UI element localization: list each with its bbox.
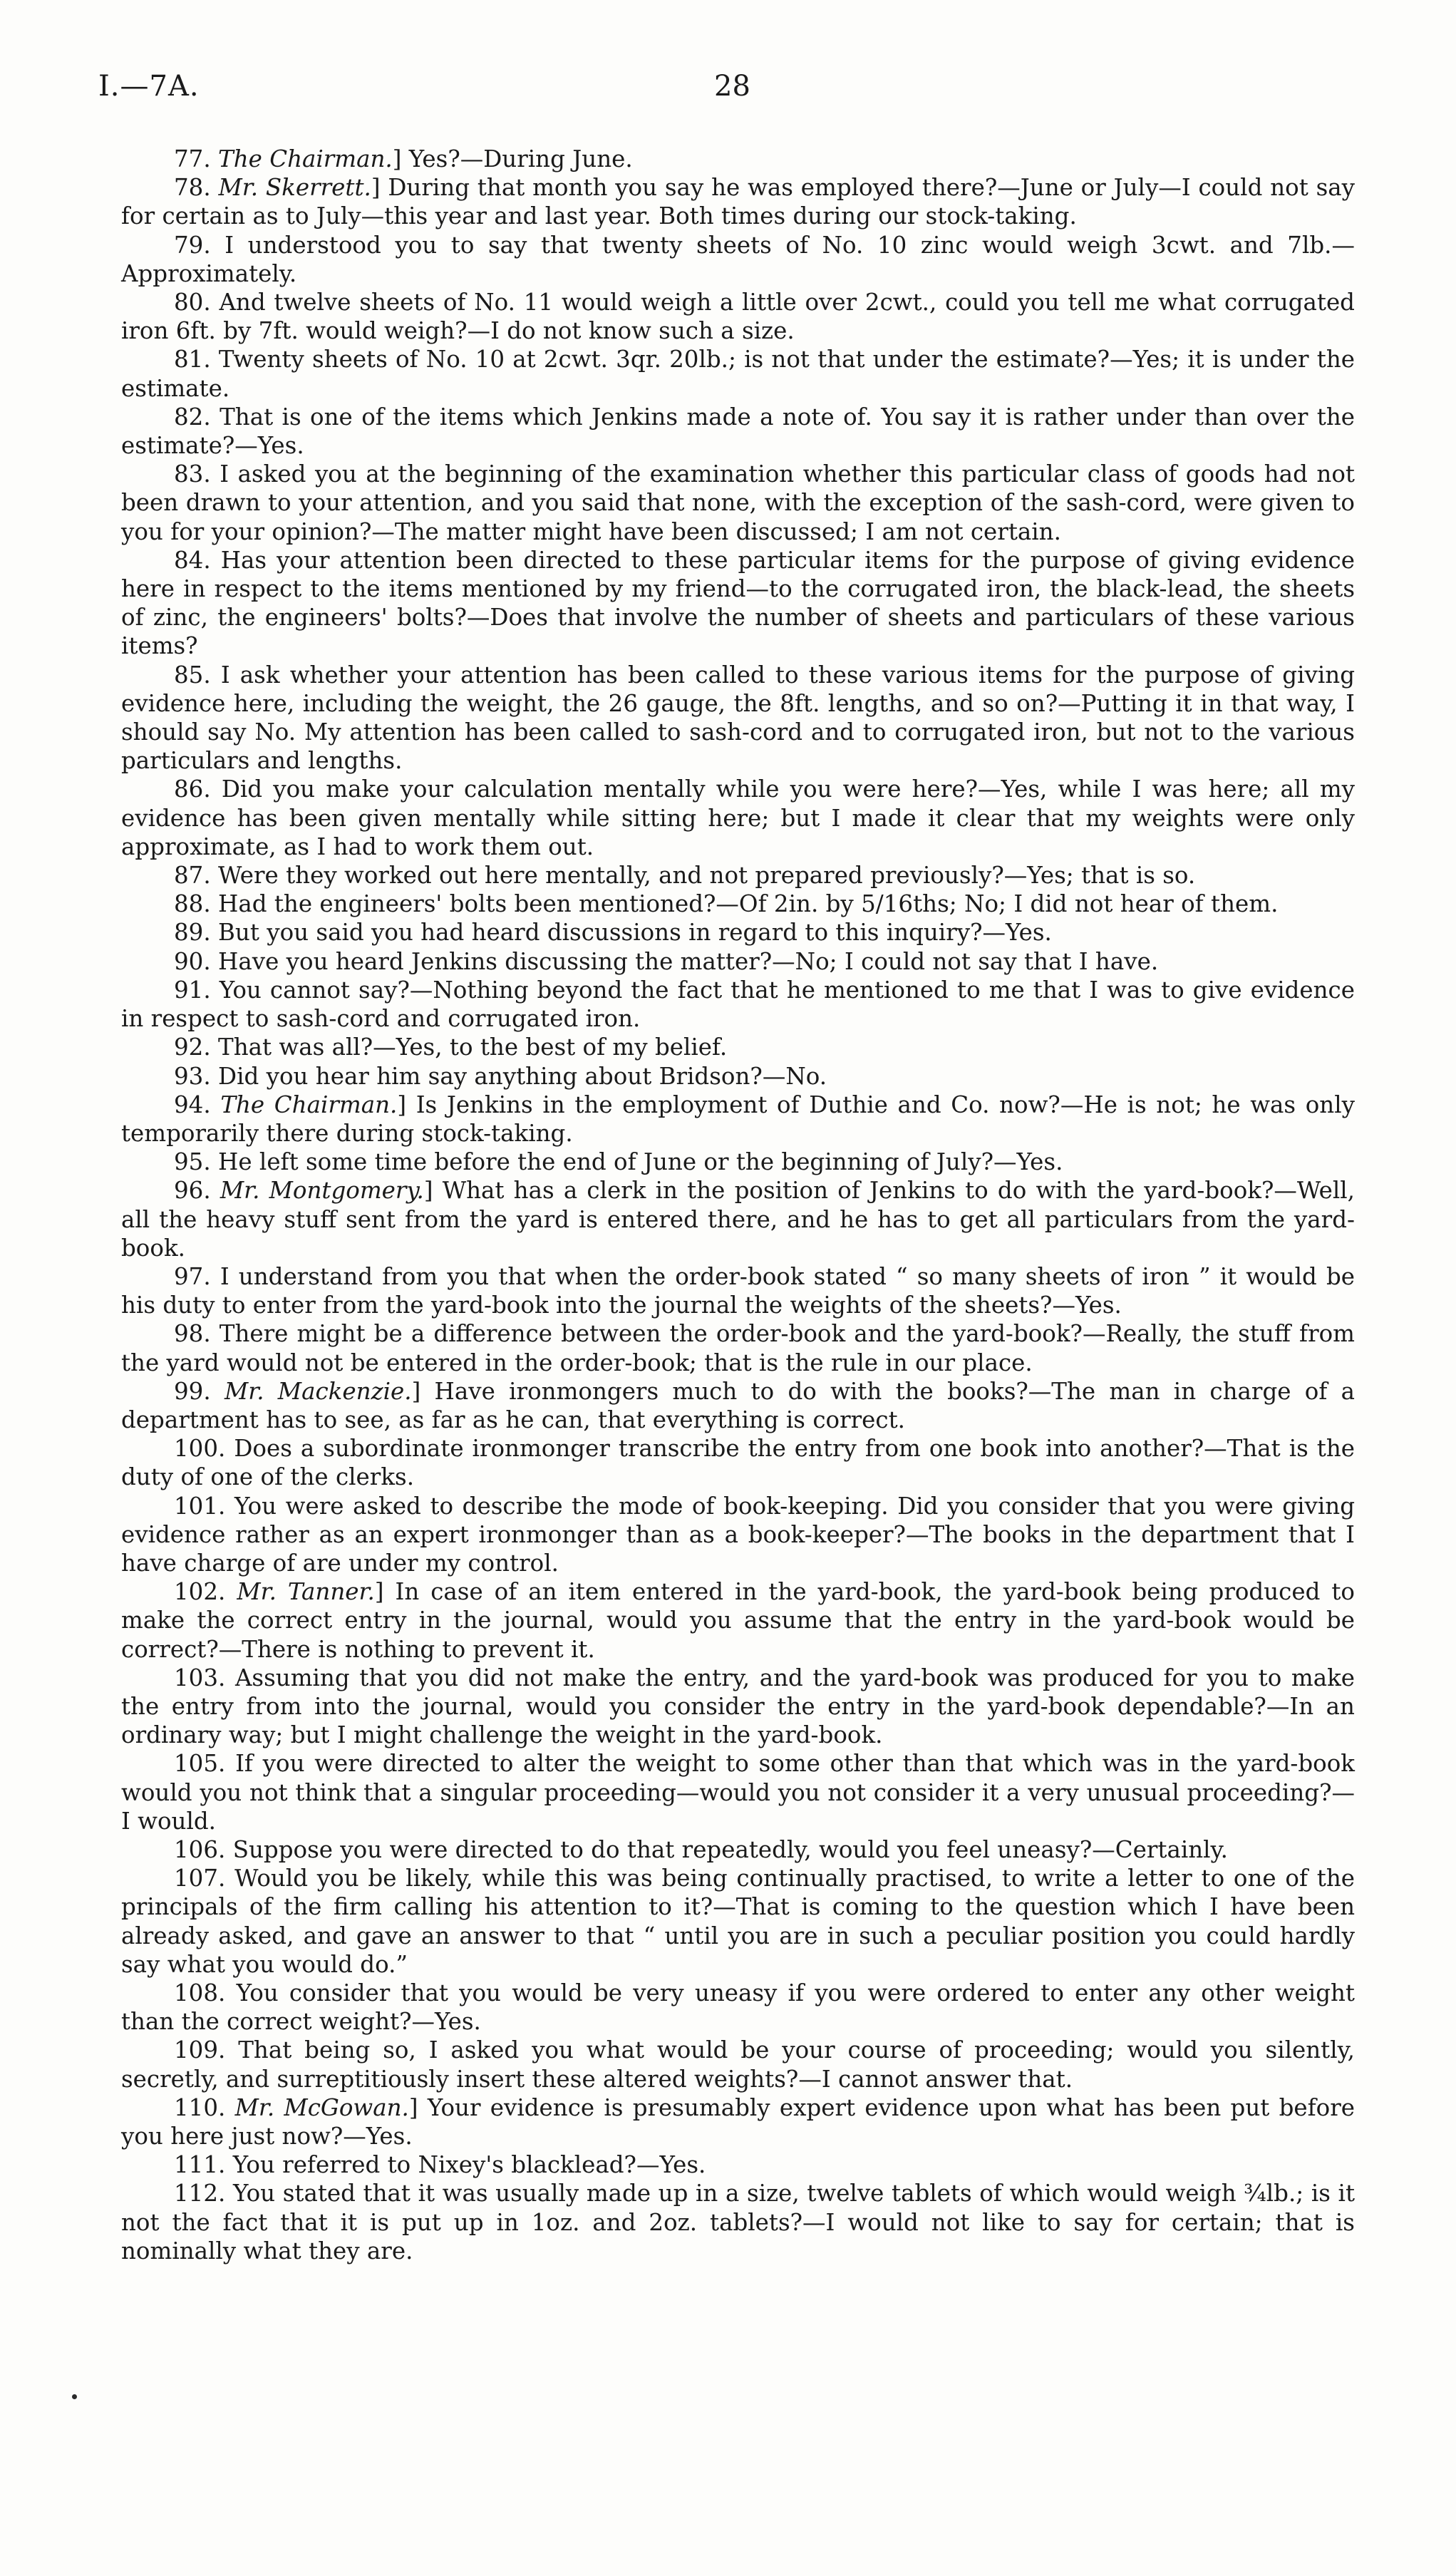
testimony-paragraph — [121, 918, 1355, 947]
testimony-paragraph — [121, 1492, 1355, 1578]
question-number: 102. — [174, 1578, 237, 1606]
testimony-paragraph — [121, 1062, 1355, 1091]
testimony-paragraph — [121, 231, 1355, 288]
paragraph-text: 103. Assuming that you did not make the entry, and the yard-book was produced for you to make the entry from into the journal, would you consider the entry in the yard-book dependable?—In an ordinary way; but I might challenge the weight in the yard-book. — [121, 1664, 1355, 1749]
question-number: 99. — [174, 1377, 224, 1405]
paragraph-text: 86. Did you make your calculation mentally while you were here?—Yes, while I was here; all my evidence has been given mentally while sitting here; but I made it clear that my weights were only approximate, as I had to work them out. — [121, 776, 1355, 860]
stray-ink-dot — [72, 2394, 77, 2399]
paragraph-text: ] Have ironmongers much to do with the books?—The man in charge of a department has to see, as far as he can, that everything is correct. — [121, 1377, 1355, 1433]
paragraph-text: 85. I ask whether your attention has been called to these various items for the purpose of giving evidence here, including the weight, the 26 gauge, the 8ft. lengths, and so on?—Putting it in that way, I should say No. My attention has been called to sash-cord and to corrugated iron, but not to the various particulars and lengths. — [121, 661, 1355, 775]
testimony-paragraph — [121, 1319, 1355, 1376]
testimony-paragraph — [121, 145, 1355, 173]
question-number: 77. — [174, 145, 219, 172]
speaker-name: Mr. Skerrett. — [218, 174, 371, 202]
paragraph-text: 84. Has your attention been directed to these particular items for the purpose of giving evidence here in respect to the items mentioned by my friend—to the corrugated iron, the black-lead, the sheets of zinc, the engineers' bolts?—Does that involve the number of sheets and particulars of these various items? — [121, 546, 1355, 660]
paragraph-text: 91. You cannot say?—Nothing beyond the fact that he mentioned to me that I was to give evidence in respect to sash-cord and corrugated iron. — [121, 976, 1355, 1033]
paragraph-text: 109. That being so, I asked you what would be your course of proceeding; would you silently, secretly, and surreptitiously insert these altered weights?—I cannot answer that. — [121, 2036, 1355, 2093]
testimony-paragraph — [121, 1577, 1355, 1664]
testimony-paragraph — [121, 2150, 1355, 2179]
speaker-name: Mr. Mackenzie. — [224, 1377, 412, 1405]
paragraph-text: 101. You were asked to describe the mode of book-keeping. Did you consider that you were giving evidence rather as an expert ironmonger than as a book-keeper?—The books in the department that I have charge of are under my control. — [121, 1492, 1355, 1577]
question-number: 96. — [174, 1177, 220, 1205]
testimony-paragraph — [121, 1176, 1355, 1262]
paragraph-text: ] Yes?—During June. — [392, 145, 633, 172]
paragraph-text: ] Is Jenkins in the employment of Duthie and Co. now?—He is not; he was only temporarily there during stock-taking. — [121, 1091, 1355, 1147]
paragraph-text: 106. Suppose you were directed to do that repeatedly, would you feel uneasy?—Certainly. — [174, 1835, 1228, 1863]
paragraph-text: 100. Does a subordinate ironmonger transcribe the entry from one book into another?—That is the duty of one of the clerks. — [121, 1435, 1355, 1491]
speaker-name: The Chairman. — [218, 145, 393, 172]
paragraph-text: 98. There might be a difference between the order-book and the yard-book?—Really, the stuff from the yard would not be entered in the order-book; that is the rule in our place. — [121, 1320, 1355, 1376]
question-number: 94. — [174, 1091, 221, 1118]
testimony-paragraph — [121, 173, 1355, 230]
testimony-paragraph — [121, 1749, 1355, 1835]
question-number: 110. — [174, 2093, 235, 2121]
testimony-paragraph — [121, 1835, 1355, 1864]
paragraph-text: 105. If you were directed to alter the weight to some other than that which was in the yard-book would you not think that a singular proceeding—would you not consider it a very unusual proceeding?—I would. — [121, 1750, 1355, 1835]
testimony-paragraph — [121, 403, 1355, 460]
speaker-name: Mr. Tanner. — [237, 1578, 375, 1606]
testimony-paragraph — [121, 288, 1355, 345]
paragraph-text: 81. Twenty sheets of No. 10 at 2cwt. 3qr. 20lb.; is not that under the estimate?—Yes; it is under the estimate. — [121, 346, 1355, 402]
paragraph-text: 89. But you said you had heard discussions in regard to this inquiry?—Yes. — [174, 919, 1052, 947]
paragraph-text: 108. You consider that you would be very uneasy if you were ordered to enter any other weight than the correct weight?—Yes. — [121, 1979, 1355, 2036]
paragraph-text: ] Your evidence is presumably expert evidence upon what has been put before you here just now?—Yes. — [121, 2093, 1355, 2150]
testimony-paragraph — [121, 1033, 1355, 1061]
testimony-paragraph — [121, 976, 1355, 1033]
paragraph-text: 88. Had the engineers' bolts been mentioned?—Of 2in. by 5/16ths; No; I did not hear of them. — [174, 890, 1279, 918]
testimony-paragraph — [121, 775, 1355, 861]
question-number: 78. — [174, 174, 219, 202]
testimony-paragraph — [121, 861, 1355, 890]
paragraph-text: 112. You stated that it was usually made up in a size, twelve tablets of which would weigh ¾lb.; is it not the fact that it is put up in 1oz. and 2oz. tablets?—I would not like to say for certain; that is nominally what they are. — [121, 2180, 1355, 2265]
speaker-name: Mr. McGowan. — [234, 2093, 409, 2121]
paragraph-text: 90. Have you heard Jenkins discussing the matter?—No; I could not say that I have. — [174, 947, 1159, 975]
testimony-paragraph — [121, 890, 1355, 918]
testimony-paragraph — [121, 661, 1355, 776]
paragraph-text: 82. That is one of the items which Jenkins made a note of. You say it is rather under than over the estimate?—Yes. — [121, 403, 1355, 460]
paragraph-text: 111. You referred to Nixey's blacklead?—Yes. — [174, 2151, 706, 2179]
paragraph-text: ] What has a clerk in the position of Jenkins to do with the yard-book?—Well, all the heavy stuff sent from the yard is entered there, and he has to get all particulars from the yard-book. — [121, 1177, 1355, 1262]
paragraph-text: 107. Would you be likely, while this was being continually practised, to write a letter to one of the principals of the firm calling his attention to it?—That is coming to the question which I have been already asked, and gave an answer to that “ until you are in such a peculiar position you could hardly say what you would do.” — [121, 1865, 1355, 1978]
testimony-paragraph — [121, 345, 1355, 402]
testimony-paragraph — [121, 1148, 1355, 1176]
speaker-name: Mr. Montgomery. — [220, 1177, 424, 1205]
testimony-paragraph — [121, 1262, 1355, 1319]
testimony-paragraph — [121, 1434, 1355, 1491]
paragraph-text: 83. I asked you at the beginning of the examination whether this particular class of goods had not been drawn to your attention, and you said that none, with the exception of the sash-cord, were given to you for your opinion?—The matter might have been discussed; I am not certain. — [121, 460, 1355, 545]
paragraph-text: 79. I understood you to say that twenty sheets of No. 10 zinc would weigh 3cwt. and 7lb.—Approximately. — [121, 231, 1355, 287]
paragraph-text: 92. That was all?—Yes, to the best of my belief. — [174, 1034, 728, 1061]
paragraph-text: 80. And twelve sheets of No. 11 would weigh a little over 2cwt., could you tell me what corrugated iron 6ft. by 7ft. would weigh?—I do not know such a size. — [121, 289, 1355, 345]
testimony-paragraph — [121, 1664, 1355, 1750]
paragraph-text: 87. Were they worked out here mentally, and not prepared previously?—Yes; that is so. — [174, 862, 1196, 890]
testimony-paragraph — [121, 947, 1355, 976]
paragraph-text: ] In case of an item entered in the yard-book, the yard-book being produced to make the correct entry in the journal, would you assume that the entry in the yard-book would be correct?—There is nothing to prevent it. — [121, 1578, 1355, 1663]
page-number: 28 — [714, 70, 750, 103]
paragraph-text: ] During that month you say he was employed there?—June or July—I could not say for certain as to July—this year and last year. Both times during our stock-taking. — [121, 174, 1355, 230]
testimony-paragraph — [121, 2179, 1355, 2265]
testimony-paragraph — [121, 546, 1355, 661]
testimony-paragraph — [121, 2093, 1355, 2150]
paragraph-text: 93. Did you hear him say anything about Bridson?—No. — [174, 1062, 827, 1090]
testimony-paragraph — [121, 1979, 1355, 2036]
testimony-body — [121, 145, 1355, 2265]
parliamentary-paper-reference: I.—7A. — [98, 70, 200, 103]
testimony-paragraph — [121, 460, 1355, 546]
paragraph-text: 97. I understand from you that when the order-book stated “ so many sheets of iron ” it would be his duty to enter from the yard-book into the journal the weights of the sheets?—Yes. — [121, 1262, 1355, 1319]
paragraph-text: 95. He left some time before the end of June or the beginning of July?—Yes. — [174, 1148, 1063, 1176]
testimony-paragraph — [121, 1377, 1355, 1434]
testimony-paragraph — [121, 2036, 1355, 2093]
speaker-name: The Chairman. — [220, 1091, 398, 1118]
testimony-paragraph — [121, 1864, 1355, 1979]
testimony-paragraph — [121, 1091, 1355, 1148]
